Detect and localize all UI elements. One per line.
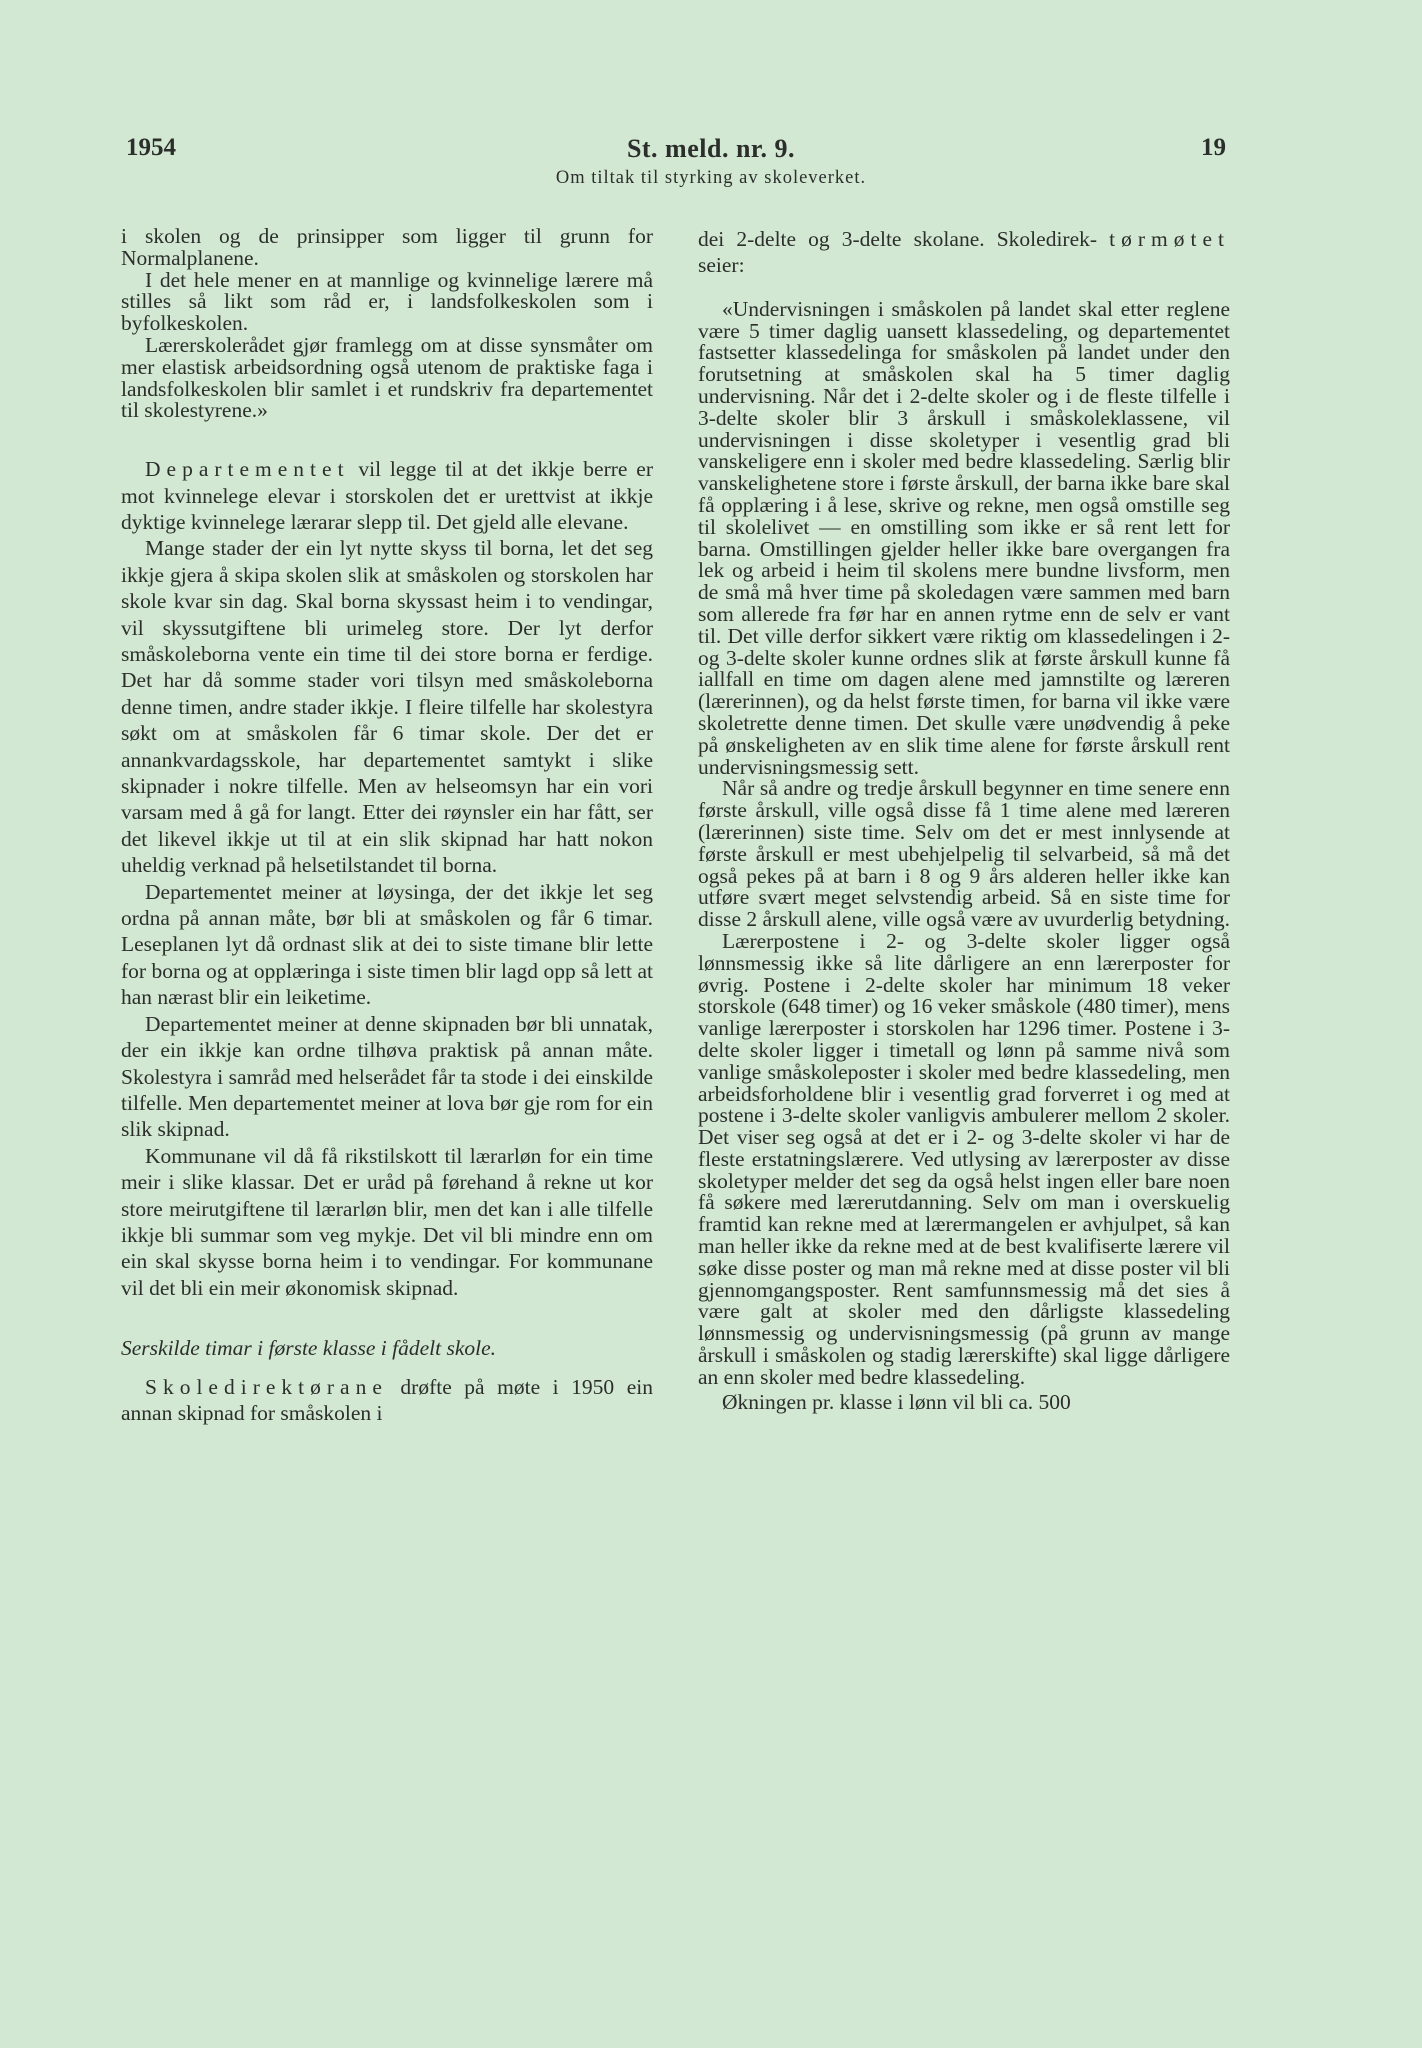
- body-paragraph: Mange stader der ein lyt nytte skyss til borna, let det seg ikkje gjera å skipa skolen slik at småskolen og storskolen har skole kvar sin dag. Skal borna skyssast heim i to vendingar, vil skyssutgiftene bli urimeleg store. Der lyt derfor småskoleborna vente ein time til dei store borna er ferdige. Det har då somme stader vori tilsyn med småskoleborna denne timen, andre stader ikkje. I fleire tilfelle har skolestyra søkt om at småskolen får 6 timar skole. Der det er annankvardagsskole, har departementet samtykt i slike skipnader i nokre tilfelle. Men av helseomsyn har ein vori varsam med å gå for langt. Etter dei røynsler ein har fått, ser det likevel ikkje ut til at ein slik skipnad har hatt nokon uheldig verknad på helsetilstandet til borna.: [121, 536, 653, 878]
- paragraph-text: seier:: [698, 253, 745, 278]
- body-paragraph: [121, 1374, 653, 1427]
- document-subtitle: Om tiltak til styrking av skoleverket.: [555, 168, 867, 188]
- body-paragraph: [121, 456, 653, 535]
- quote-paragraph: Lærerskolerådet gjør framlegg om at disse synsmåter om mer elastisk arbeidsordning også utenom de praktiske faga i landsfolkeskolen blir samlet i et rundskriv fra departementet til skolestyrene.»: [121, 332, 653, 423]
- quote-paragraph: i skolen og de prinsipper som ligger til grunn for Normalplanene.: [121, 224, 653, 270]
- paragraph-text: drøfte på møte i 1950 ein annan skipnad for småskolen i: [121, 1374, 653, 1425]
- paragraph-text: vil legge til at det ikkje berre er mot kvinnelege elevar i storskolen det er urettvist at ikkje dyktige kvinnelege lærarar slepp til. Det gjeld alle elevane.: [121, 457, 653, 534]
- body-paragraph: [698, 226, 1230, 279]
- right-column: [698, 226, 1230, 1415]
- quote-paragraph: Lærerpostene i 2- og 3-delte skoler ligger også lønnsmessig ikke så lite dårligere an enn lærerposter for øvrig. Postene i 2-delte skoler har minimum 18 veker storskole (648 timer) og 16 veker småskole (480 timer), mens vanlige lærerposter i storskolen har 1296 timer. Postene i 3-delte skoler ligger i timetall og lønn på samme nivå som vanlige småskoleposter i skoler med bedre klassedeling, men arbeidsforholdene blir i vesentlig grad forverret i og med at postene i 3-delte skoler vanligvis ambulerer mellom 2 skoler. Det viser seg også at det er i 2- og 3-delte skoler vi har de fleste erstatningslærere. Ved utlysing av lærerposter av disse skoletyper melder det seg da også helst ingen eller bare noen få søkere med lærerutdanning. Selv om man i overskuelig framtid kan rekne med at lærermangelen er avhjulpet, så kan man heller ikke da rekne med at de best kvalifiserte lærere vil søke disse poster og man må rekne med at disse poster vil bli gjennomgangsposter. Rent samfunnsmessig må det sies å være galt at skoler med den dårligste klassedeling lønnsmessig og undervisningsmessig (på grunn av mange årskull i småskolen og stadig lærerskifte) skal ligge dårligere an enn skoler med bedre klassedeling.: [698, 928, 1230, 1389]
- spaced-emphasis: Departementet: [145, 457, 350, 482]
- paragraph-text: dei 2-delte og 3-delte skolane. Skoledirek-: [698, 227, 1098, 251]
- body-paragraph: Departementet meiner at denne skipnaden bør bli unnatak, der ein ikkje kan ordne tilhøva praktisk på annan måte. Skolestyra i samråd med helserådet får ta stode i dei einskilde tilfelle. Men departementet meiner at lova bør gje rom for ein slik skipnad.: [121, 1011, 653, 1142]
- body-paragraph: Økningen pr. klasse i lønn vil bli ca. 500: [722, 1389, 1071, 1414]
- quote-paragraph: Når så andre og tredje årskull begynner en time senere enn første årskull, ville også disse få 1 time alene med læreren (lærerinnen) siste time. Selv om det er mest innlysende at første årskull er mest ubehjelpelig til selvarbeid, så må det også pekes på at barn i 8 og 9 års alderen heller ikke kan utføre svært meget selvstendig arbeid. Så en siste time for disse 2 årskull alene, ville også være av uvurderlig betydning.: [698, 776, 1230, 932]
- spaced-emphasis: tørmøtet: [1109, 227, 1230, 251]
- page-number: 19: [1201, 134, 1226, 161]
- section-heading: Serskilde timar i første klasse i fådelt skole.: [121, 1336, 497, 1361]
- quote-paragraph: I det hele mener en at mannlige og kvinnelige lærere må stilles så likt som råd er, i landsfolkeskolen som i byfolkeskolen.: [121, 267, 653, 336]
- body-paragraph: Departementet meiner at løysinga, der det ikkje let seg ordna på annan måte, bør bli at småskolen og får 6 timar. Leseplanen lyt då ordnast slik at dei to siste timane blir lette for borna og at opplæringa i siste timen blir lagd opp så lett at han nærast blir ein leiketime.: [121, 879, 653, 1010]
- body-paragraph: Kommunane vil då få rikstilskott til lærarløn for ein time meir i slike klassar. Det er uråd på førehand å rekne ut kor store meirutgiftene til lærarløn blir, men det kan i alle tilfelle ikkje bli summar som veg mykje. Det vil bli mindre enn om ein skal skysse borna heim i to vendingar. For kommunane vil det bli ein meir økonomisk skipnad.: [121, 1143, 653, 1300]
- spaced-emphasis: Skoledirektørane: [145, 1374, 388, 1399]
- header-year: 1954: [126, 134, 176, 161]
- left-column: [121, 226, 653, 1426]
- document-title: St. meld. nr. 9.: [626, 134, 796, 163]
- quote-paragraph: «Undervisningen i småskolen på landet skal etter reglene være 5 timer daglig uansett klassedeling, og departementet fastsetter klassedelinga for småskolen på landet under den forutsetning at småskolen skal ha 5 timer daglig undervisning. Når det i 2-delte skoler og i de fleste tilfelle i 3-delte skoler blir 3 årskull i småskoleklassene, vil undervisningen i disse skoletyper i vesentlig grad bli vanskeligere enn i skoler med bedre klassedeling. Særlig blir vanskelighetene store i første årskull, der barna ikke bare skal få opplæring i å lese, skrive og rekne, men også omstille seg til skolelivet — en omstilling som ikke er så rent lett for barna. Omstillingen gjelder heller ikke bare overgangen fra lek og arbeid i heim til skolens mere bundne livsform, men de små må hver time på skoledagen være sammen med barn som allerede fra før har en annen rytme enn de selv er vant til. Det ville derfor sikkert være riktig om klassedelingen i 2- og 3-delte skoler kunne ordnes slik at første årskull kunne få iallfall en time om dagen alene med jamnstilte og læreren (lærerinnen), og da helst første timen, for barna vil ikke være skoletrette denne timen. Det skulle være unødvendig å peke på ønskeligheten av en slik time alene for første årskull rent undervisningsmessig sett.: [698, 296, 1230, 779]
